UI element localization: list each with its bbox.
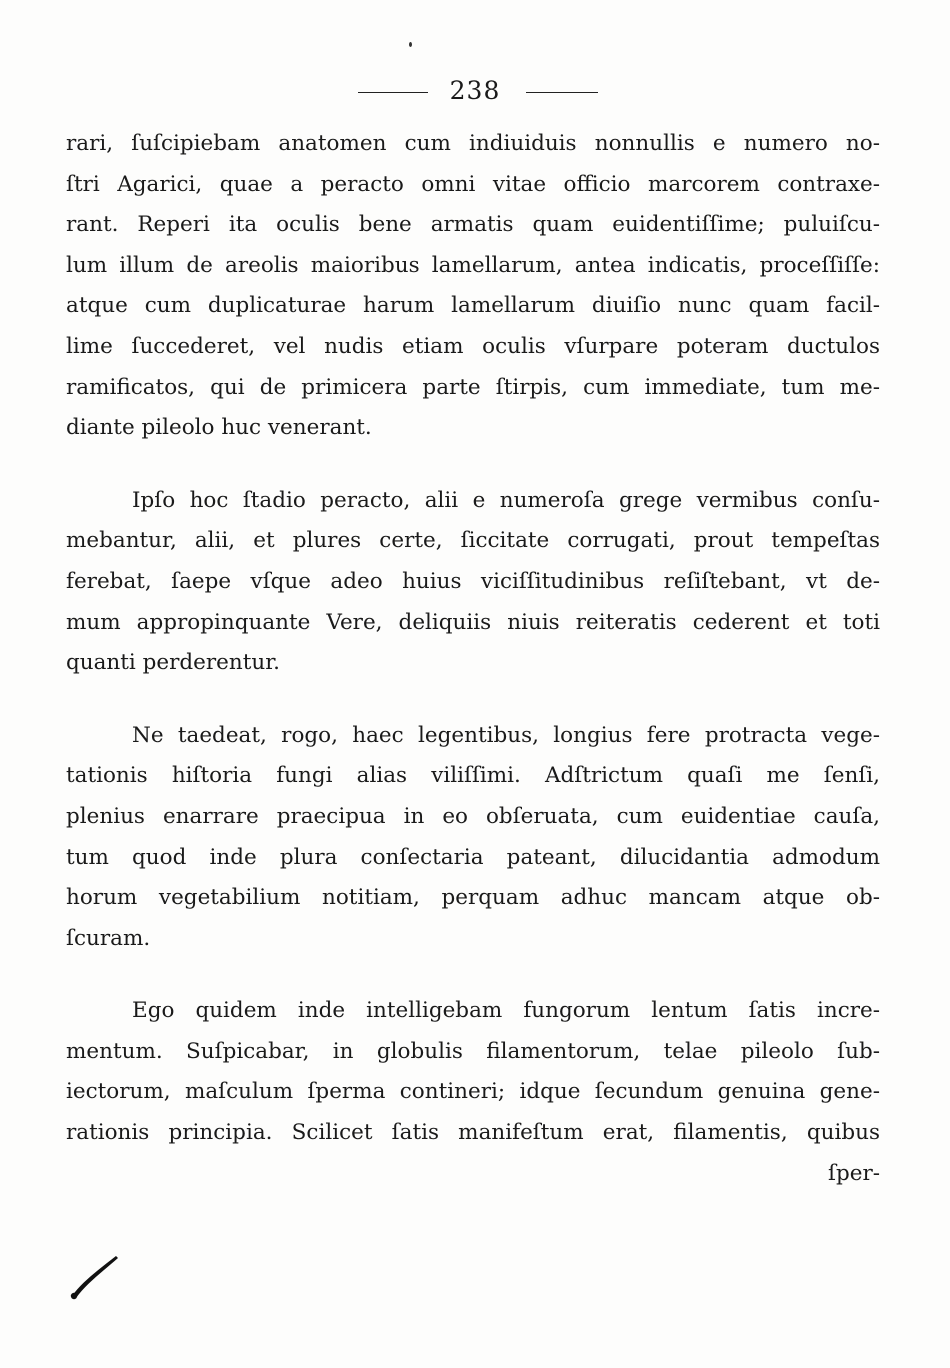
paragraph-2 <box>66 481 880 684</box>
text-line: ſcuram. <box>66 925 151 951</box>
text-line: rant. Reperi ita oculis bene armatis quam euidentiſſime; puluiſcu- <box>66 212 880 238</box>
text-line: Ne taedeat, rogo, haec legentibus, longius fere protracta vege- <box>132 722 880 748</box>
catchword: ſper- <box>828 1160 880 1186</box>
paragraph-gap <box>66 449 880 481</box>
text-line: atque cum duplicaturae harum lamellarum diuiſio nunc quam facil- <box>66 293 880 319</box>
text-line: quanti perderentur. <box>66 650 280 676</box>
text-line: horum vegetabilium notitiam, perquam adhuc mancam atque ob- <box>66 885 880 911</box>
text-line: ramificatos, qui de primicera parte ſtirpis, cum immediate, tum me- <box>66 374 880 400</box>
paragraph-gap <box>66 684 880 716</box>
text-line: rationis principia. Scilicet ſatis manifeſtum erat, filamentis, quibus <box>66 1120 880 1146</box>
paragraph-3 <box>66 716 880 960</box>
text-line: mum appropinquante Vere, deliquiis niuis reiteratis cederent et toti <box>66 609 880 635</box>
text-line: plenius enarrare praecipua in eo obſeruata, cum euidentiae cauſa, <box>66 803 880 829</box>
text-line: mentum. Suſpicabar, in globulis filamentorum, telae pileolo ſub- <box>66 1038 880 1064</box>
page-body <box>66 124 880 1194</box>
paragraph-1 <box>66 124 880 449</box>
text-line: mebantur, alii, et plures certe, ſiccitate corrugati, prout tempeſtas <box>66 528 880 554</box>
text-line: lum illum de areolis maioribus lamellarum, antea indicatis, proceſſiſſe: <box>66 252 880 278</box>
text-line: Ipſo hoc ſtadio peracto, alii e numeroſa grege vermibus conſu- <box>132 487 880 513</box>
text-line: diante pileolo huc venerant. <box>66 415 372 441</box>
paragraph-4 <box>66 991 880 1194</box>
pen-stroke-mark <box>68 1252 122 1300</box>
header-rule-left <box>358 92 428 93</box>
header-rule-right <box>526 92 598 93</box>
text-line: rari, ſuſcipiebam anatomen cum indiuiduis nonnullis e numero no- <box>66 131 880 156</box>
page-number: 238 <box>449 76 501 105</box>
text-line: ſtri Agarici, quae a peracto omni vitae officio marcorem contraxe- <box>66 171 880 197</box>
ink-speck <box>409 42 412 47</box>
text-line: iectorum, maſculum ſperma contineri; idque ſecundum genuina gene- <box>66 1079 880 1105</box>
text-line: tum quod inde plura conſectaria pateant, dilucidantia admodum <box>66 844 880 870</box>
text-line: ferebat, ſaepe vſque adeo huius viciſſitudinibus reſiſtebant, vt de- <box>66 568 880 594</box>
text-line: Ego quidem inde intelligebam fungorum lentum ſatis incre- <box>132 998 880 1024</box>
page-header <box>0 72 950 112</box>
text-line: tationis hiſtoria fungi alias viliſſimi. Adſtrictum quaſi me ſenſi, <box>66 763 880 789</box>
text-line: lime ſuccederet, vel nudis etiam oculis vſurpare poteram ductulos <box>66 333 880 359</box>
paragraph-gap <box>66 959 880 991</box>
